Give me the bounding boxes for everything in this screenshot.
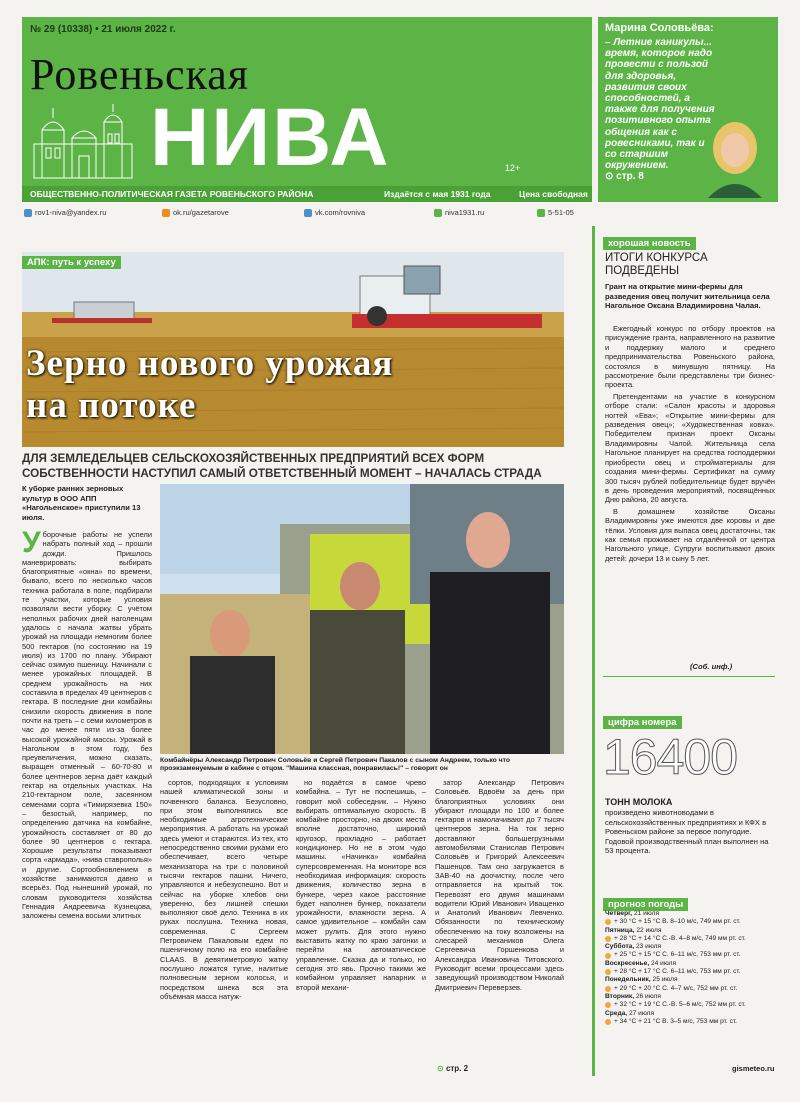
weather-day — [605, 1010, 777, 1027]
rubric-tag-label: АПК: путь к успеху — [22, 256, 121, 269]
contact-ok[interactable] — [162, 208, 229, 217]
sun-icon — [605, 1019, 611, 1025]
photo-caption: Комбайнёры Александр Петрович Соловьёв и Сергей Петрович Пакалов с сыном Андреем, только что проэкзаменуемым в кабине с отцом. "Машина классная, понравилась!" – говорит он — [160, 757, 511, 773]
rubric-tag — [22, 252, 121, 270]
big-number: 16400 — [603, 729, 738, 785]
newspaper-title-line1: Ровеньская — [30, 50, 250, 99]
promo-page-link[interactable]: ⊙ стр. 8 — [605, 171, 644, 182]
dropcap-letter: У — [22, 530, 41, 559]
weather-forecast — [605, 910, 777, 1026]
contacts-bar — [22, 206, 592, 220]
article-column-4-text: затор Александр Петрович Соловьёв. Вдвоём за день при благоприятных условиях они убирают площади по 100 и более гектаров и намолачивают до 7 тысяч центнеров зерна. На ток зерно доставляют большегрузными автомобилями Станислав Петрович Соловьёв и Григорий Алексеевич Пашенцов. Там оно загружается в ЗАВ-40 на доочистку, после чего отправляется на крытый ток. Перевозят его двумя машинами водители Юрий Иванович Иващенко и Анатолий Иванович Левченко. Обязанности по техническому обеспечению на току возложены на слесарей механиков Олега Сергеевича Горшенкова и Александра Ивановича Титовского. Руководит всеми процессами здесь заведующий производством Николай Дмитриевич Переверзев. — [435, 778, 564, 992]
weather-date: 25 июля — [652, 976, 678, 984]
tagline-bar — [22, 186, 592, 202]
continued-page: стр. 2 — [445, 1064, 469, 1073]
sun-icon — [605, 969, 611, 975]
promo-page-text: стр. 8 — [616, 171, 644, 182]
weather-data: + 28 °С + 14 °С С.-В. 4–8 м/с, 749 мм рт. ст. — [614, 934, 746, 942]
newspaper-title-line2: НИВА — [150, 92, 391, 183]
weather-data: + 25 °С + 15 °С С. 6–11 м/с, 753 мм рт. ст. — [614, 951, 741, 959]
weather-day-name: Четверг, — [605, 910, 633, 917]
contact-phone-text: 5-51-05 — [548, 208, 574, 217]
phone-icon — [537, 209, 545, 217]
weather-data: + 28 °С + 17 °С С. 6–11 м/с, 753 мм рт. ст. — [614, 968, 741, 976]
contact-email[interactable] — [24, 208, 106, 217]
weather-date: 22 июля — [636, 926, 662, 934]
weather-day — [605, 943, 777, 960]
weather-data: + 30 °С + 15 °С В. 8–10 м/с, 749 мм рт. ст. — [614, 918, 741, 926]
age-rating: 12+ — [505, 163, 521, 173]
contact-web[interactable] — [434, 208, 484, 217]
portrait-photo — [700, 118, 770, 198]
sun-icon — [605, 919, 611, 925]
contact-email-text: rov1-niva@yandex.ru — [35, 208, 107, 217]
weather-day — [605, 910, 777, 927]
tagline-description: ОБЩЕСТВЕННО-ПОЛИТИЧЕСКАЯ ГАЗЕТА РОВЕНЬСКОГО РАЙОНА — [30, 189, 314, 199]
arrow-icon: ⊙ — [437, 1064, 444, 1073]
email-icon — [24, 209, 32, 217]
contact-vk-text: vk.com/rovniva — [315, 208, 366, 217]
lead-kicker: К уборке ранних зерновых культур в ООО АПП «Нагольенское» приступили 13 июля. — [22, 484, 141, 522]
church-illustration — [24, 104, 142, 180]
contact-phone — [537, 208, 574, 217]
weather-data: + 29 °С + 20 °С С. 4–7 м/с, 752 мм рт. ст. — [614, 984, 738, 992]
good-news-tag — [603, 233, 696, 251]
article-column-4 — [435, 778, 564, 1063]
headline-line1: Зерно нового урожая — [26, 343, 394, 384]
promo-quote: – Летние каникулы... время, которое надо провести с пользой для здоровья, развития своих способностей, а также для получения позитивного опыта общения как с ровесниками, так и со старшим окружением. — [605, 37, 715, 172]
good-news-body — [605, 324, 775, 565]
weather-date: 23 июля — [636, 943, 662, 951]
combine-operators-photo — [160, 484, 564, 754]
weather-source[interactable]: gismeteo.ru — [732, 1064, 775, 1073]
weather-date: 26 июля — [635, 992, 661, 1000]
lead-subhead: ДЛЯ ЗЕМЛЕДЕЛЬЦЕВ СЕЛЬСКОХОЗЯЙСТВЕННЫХ ПРЕДПРИЯТИЙ ВСЕХ ФОРМ СОБСТВЕННОСТИ НАСТУПИЛ САМЫЙ ОТВЕТСТВЕННЫЙ МОМЕНТ – НАЧАЛАСЬ СТРАДА — [22, 452, 542, 480]
sidebar-rule — [603, 676, 775, 677]
weather-day — [605, 976, 777, 993]
ok-icon — [162, 209, 170, 217]
weather-day-name: Вторник, — [605, 992, 635, 1000]
issue-info: № 29 (10338) • 21 июля 2022 г. — [30, 24, 176, 35]
tagline-price: Цена свободная — [519, 189, 588, 199]
contact-web-text: niva1931.ru — [445, 208, 485, 217]
weather-day-name: Воскресенье, — [605, 959, 650, 967]
article-column-1-text: борочные работы не успели набрать полный ход – прошли дожди. Пришлось маневрировать: выбирать благоприятные «окна» по времени, бывало, всего по несколько часов техника работала в поле, подбирали те участки, которые условия позволяли вести уборку. С учётом неполных рабочих дней наголенцам удалось с начала жатвы убрать урожай на площади немногим более 500 гектаров (по состоянию на 19 июля) из 1700 по плану. Убирают сейчас озимую пшеницу. Начинали с менее урожайных площадей. В среднем урожайность на них составила в пределах 49 центнеров с гектара. В последние дни комбайны снизили скорость движения в поле почти на треть – с семи километров в час до менее пяти из-за более высокой урожайной массы. Урожай в Нагольном в этом году, без преувеличения, можно сказать, выращен отменный – 60-70-80 и более центнеров зерна даёт каждый гектар на отдельных участках. На 210-гектарном поле, засеянном семенами сорта «Тимирязевка 150» – безостый, например, по определению датчика на комбайне, урожайность составляет от 80 до более 90 центнеров с гектара. Хорошие результаты показывают сорта «армада», «нива ставрополья» и другие. Сортообновлением в хозяйстве занимаются давно и всерьёз. Под нынешний урожай, по словам руководителя хозяйства Геннадия Андреевича Кузнецова, заложены семена восьми элитных — [22, 530, 152, 921]
sun-icon — [605, 936, 611, 942]
number-unit: ТОНН МОЛОКА — [605, 797, 673, 807]
headline-line2: на потоке — [26, 385, 197, 426]
vk-icon — [304, 209, 312, 217]
weather-date: 24 июля — [651, 959, 677, 967]
weather-day-name: Пятница, — [605, 926, 635, 934]
weather-day — [605, 993, 777, 1010]
weather-data: + 32 °С + 19 °С С.-В. 5–6 м/с, 752 мм рт. ст. — [614, 1001, 746, 1009]
sun-icon — [605, 1002, 611, 1008]
sun-icon — [605, 953, 611, 959]
article-column-3-text: но подаётся в самое чрево комбайна. – Тут не поспешишь, – говорит мой собеседник. – Нужно выбирать оптимальную скорость. В комбайне просторно, на двоих места вполне достаточно, широкий кругозор, прохладно – работает кондиционер. Но не в этом чудо машины. «Начинка» комбайна суперсовременная. На мониторе вся необходимая информация: скорость движения, количество зерна в бункере, через какое расстояние будет наполнен бункер, показатели урожайности, влажности зерна. А самое удивительное – комбайн сам может рулить. Для этого нужно выставить жатку по краю загонки и перейти на автоматическое управление. Сказка да и только, но сегодня это явь. Прочно такими же комбайном управляет напарник и второй механи- — [296, 778, 426, 992]
weather-day — [605, 960, 777, 977]
weather-date: 21 июля — [633, 910, 660, 917]
article-column-3 — [296, 778, 426, 1076]
weather-day — [605, 927, 777, 944]
weather-tag-label: прогноз погоды — [603, 898, 688, 911]
good-news-p3: В домашнем хозяйстве Оксаны Владимировны уже имеются две коровы и две тёлки. Условия для выпаса овец достаточны, так как семья проживает на отдалённой от центра Нагольного улице. Супруги воспитывают двоих детей: дочери 13 и сыну 5 лет. — [605, 506, 775, 563]
promo-name: Марина Соловьёва: — [605, 22, 714, 34]
good-news-p1: Ежегодный конкурс по отбору проектов на присуждение гранта, направленного на развитие и поддержку малого и среднего предпринимательства Ровеньского района, состоялся в минувшую пятницу. На рассмотрение были представлены три бизнес-проекта. — [605, 324, 775, 390]
good-news-title: ИТОГИ КОНКУРСА ПОДВЕДЕНЫ — [605, 252, 708, 277]
article-column-1 — [22, 530, 152, 1076]
weather-day-name: Понедельник, — [605, 976, 651, 984]
weather-day-name: Суббота, — [605, 943, 635, 951]
tagline-since: Издаётся с мая 1931 года — [384, 189, 491, 199]
article-column-2 — [160, 778, 288, 1076]
good-news-tag-label: хорошая новость — [603, 237, 696, 250]
contact-vk[interactable] — [304, 208, 365, 217]
good-news-lead: Грант на открытие мини-фермы для разведения овец получит жительница села Нагольное Оксана Владимировна Чалая. — [605, 282, 770, 311]
sun-icon — [605, 986, 611, 992]
number-tag-label: цифра номера — [603, 716, 682, 729]
web-icon — [434, 209, 442, 217]
continued-link[interactable] — [437, 1064, 468, 1073]
lead-headline — [26, 343, 393, 427]
weather-date: 27 июля — [629, 1009, 655, 1017]
sidebar-divider — [592, 226, 595, 1076]
good-news-signature: (Соб. инф.) — [690, 662, 733, 671]
contact-ok-text: ok.ru/gazetarove — [173, 208, 229, 217]
number-description: произведено животноводами в сельскохозяйственных предприятиях и КФХ в Ровеньском районе за первое полугодие. Годовой производственный план выполнен на 53 процента. — [605, 808, 769, 856]
weather-day-name: Среда, — [605, 1009, 628, 1017]
weather-data: + 34 °С + 21 °С В. 3–5 м/с, 753 мм рт. ст. — [614, 1017, 738, 1025]
good-news-p2: Претендентами на участие в конкурсном отборе стали: «Салон красоты и здоровья ногтей «Ева»; «Открытие мини-фермы для разведения овец»; «Художественная ковка». Победителем признан проект Оксаны Владимировны Чалой. Жительница села Нагольное планирует на средства господдержки приобрести овец и стройматериалы для создания мини-фермы. Сертификат на сумму 300 тысяч рублей победительнице будет вручён в день проведения мероприятий, посвящённых Дню района, 20 августа. — [605, 391, 775, 505]
article-column-2-text: сортов, подходящих к условиям нашей климатической зоны и почвенного баланса. Безусловно, при этом выполнялись все необходимые агротехнические мероприятия. А работать на урожай здесь умеют и стараются. Из тех, кто непосредственно своими руками его обеспечивает, всего четыре механизатора на три с половиной тысячи гектаров пашни. Ничего, управляются и небезуспешно. Вот и сейчас на уборке хлебов они уверенно, без лишней спешки выполняют своё дело. Техника в их руках послушна. Техника новая, современная. С Сергеем Петровичем Пакаловым едем по пшеничному полю на его комбайне CLAAS. В девятиметровую жатку послушно ложатся тугие, налитые полновесным зерном колосья, и посредством шнека вся эта объёмная масса натуж- — [160, 778, 288, 1001]
